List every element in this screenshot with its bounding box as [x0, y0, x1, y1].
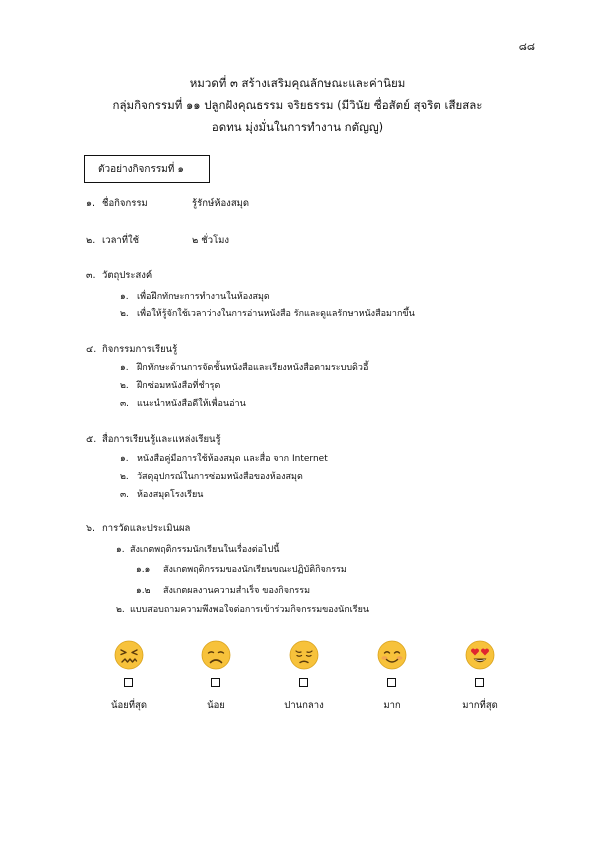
rating-label-medium: ปานกลาง	[284, 700, 324, 711]
evaluation-2-text: แบบสอบถามความพึงพอใจต่อการเข้าร่วมกิจกรรมของนักเรียน	[130, 605, 370, 615]
resource-1-number: ๑.	[120, 454, 129, 464]
section-6-number: ๖.	[86, 523, 96, 534]
activity-group-title: กลุ่มกิจกรรมที่ ๑๑ ปลูกฝังคุณธรรม จริยธรรม (มีวินัย ซื่อสัตย์ สุจริต เสียสละ	[112, 98, 483, 112]
learning-activity-2-number: ๒.	[120, 381, 129, 391]
section-2-label: เวลาที่ใช้	[102, 235, 140, 246]
activity-group-title-cont: อดทน มุ่งมั่นในการทำงาน กตัญญู)	[211, 120, 384, 134]
pensive-face-icon	[289, 640, 319, 670]
rating-label-high: มาก	[383, 700, 401, 711]
section-1-label: ชื่อกิจกรรม	[102, 198, 148, 209]
rating-checkbox-very-high[interactable]	[475, 678, 484, 687]
rating-label-very-high: มากที่สุด	[462, 700, 498, 711]
objective-2-text: เพื่อให้รู้จักใช้เวลาว่างในการอ่านหนังสือ รักและดูแลรักษาหนังสือมากขึ้น	[137, 309, 415, 319]
example-activity-label: ตัวอย่างกิจกรรมที่ ๑	[98, 163, 184, 175]
resource-1-text: หนังสือคู่มือการใช้ห้องสมุด และสื่อ จาก Internet	[137, 454, 328, 464]
rating-label-very-low: น้อยที่สุด	[111, 700, 147, 711]
section-6-label: การวัดและประเมินผล	[102, 523, 191, 534]
objective-1-text: เพื่อฝึกทักษะการทำงานในห้องสมุด	[137, 292, 270, 302]
learning-activity-3-text: แนะนำหนังสือดีให้เพื่อนอ่าน	[137, 399, 246, 409]
evaluation-1-1-text: สังเกตพฤติกรรมของนักเรียนขณะปฏิบัติกิจกรรม	[163, 565, 347, 575]
section-2-number: ๒.	[86, 235, 96, 246]
evaluation-1-text: สังเกตพฤติกรรมนักเรียนในเรื่องต่อไปนี้	[130, 545, 280, 555]
rating-checkbox-high[interactable]	[387, 678, 396, 687]
resource-2-number: ๒.	[120, 472, 129, 482]
section-4-label: กิจกรรมการเรียนรู้	[102, 344, 178, 355]
objective-2-number: ๒.	[120, 309, 129, 319]
page-number: ๘๘	[518, 41, 535, 53]
disappointed-face-icon	[201, 640, 231, 670]
section-4-number: ๔.	[86, 344, 97, 355]
evaluation-1-1-number: ๑.๑	[136, 565, 151, 575]
confounded-face-icon	[114, 640, 144, 670]
section-5-label: สื่อการเรียนรู้และแหล่งเรียนรู้	[102, 434, 221, 445]
evaluation-1-number: ๑.	[116, 545, 125, 555]
evaluation-2-number: ๒.	[116, 605, 125, 615]
section-2-value: ๒ ชั่วโมง	[192, 235, 230, 246]
section-3-number: ๓.	[86, 270, 96, 281]
evaluation-1-2-text: สังเกตผลงานความสำเร็จ ของกิจกรรม	[163, 586, 311, 596]
section-1-value: รู้รักษ์ห้องสมุด	[192, 198, 250, 209]
smiling-face-icon	[377, 640, 407, 670]
example-activity-box	[84, 155, 210, 183]
section-3-label: วัตถุประสงค์	[102, 270, 153, 281]
learning-activity-1-number: ๑.	[120, 363, 129, 373]
learning-activity-3-number: ๓.	[120, 399, 130, 409]
evaluation-1-2-number: ๑.๒	[136, 586, 151, 596]
resource-3-text: ห้องสมุดโรงเรียน	[137, 490, 204, 500]
rating-label-low: น้อย	[207, 700, 225, 711]
objective-1-number: ๑.	[120, 292, 129, 302]
rating-checkbox-very-low[interactable]	[124, 678, 133, 687]
rating-checkbox-low[interactable]	[211, 678, 220, 687]
learning-activity-1-text: ฝึกทักษะด้านการจัดชั้นหนังสือและเรียงหนังสือตามระบบดิวอี้	[137, 363, 369, 373]
learning-activity-2-text: ฝึกซ่อมหนังสือที่ชำรุด	[137, 381, 221, 391]
section-5-number: ๕.	[86, 434, 97, 445]
resource-2-text: วัสดุอุปกรณ์ในการซ่อมหนังสือของห้องสมุด	[137, 472, 303, 482]
section-1-number: ๑.	[86, 198, 96, 209]
chapter-title: หมวดที่ ๓ สร้างเสริมคุณลักษณะและค่านิยม	[189, 76, 406, 90]
rating-checkbox-medium[interactable]	[299, 678, 308, 687]
resource-3-number: ๓.	[120, 490, 130, 500]
heart-eyes-face-icon	[465, 640, 495, 670]
